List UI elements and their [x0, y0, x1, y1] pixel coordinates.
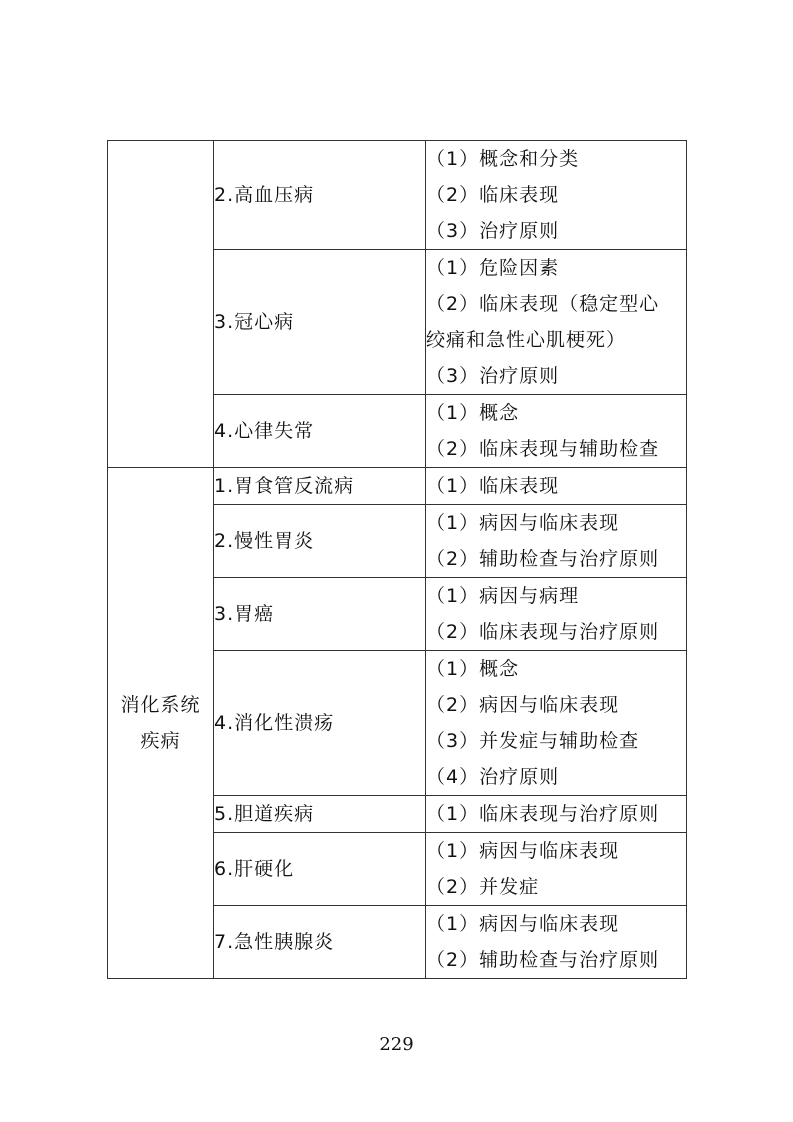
key-point-line: （2）临床表现与辅助检查: [426, 438, 660, 460]
key-points-cell: [426, 906, 687, 979]
syllabus-table-body: [108, 141, 687, 979]
key-point-line: （1）病因与临床表现: [426, 913, 620, 935]
disease-cell: 7.急性胰腺炎: [214, 906, 426, 979]
key-point-line: （2）并发症: [426, 876, 540, 898]
key-points-cell: [426, 250, 687, 395]
disease-cell: 5.胆道疾病: [214, 796, 426, 833]
disease-cell: 3.冠心病: [214, 250, 426, 395]
disease-cell: 2.高血压病: [214, 141, 426, 250]
key-point-line: （2）病因与临床表现: [426, 694, 620, 716]
key-point-line: （1）危险因素: [426, 257, 560, 279]
key-points-cell: [426, 833, 687, 906]
system-cell: [108, 141, 214, 468]
table-row: [108, 141, 687, 250]
key-point-line: （2）辅助检查与治疗原则: [426, 548, 660, 570]
key-point-line: （1）临床表现与治疗原则: [426, 803, 660, 825]
page-number: 229: [379, 1034, 414, 1055]
key-point-line: （2）临床表现与治疗原则: [426, 621, 660, 643]
key-point-line: （1）病因与病理: [426, 585, 580, 607]
key-point-line: （1）病因与临床表现: [426, 512, 620, 534]
key-points-cell: [426, 468, 687, 505]
key-points-cell: [426, 796, 687, 833]
key-point-line: （1）病因与临床表现: [426, 840, 620, 862]
key-point-line: （3）并发症与辅助检查: [426, 730, 640, 752]
disease-cell: 6.肝硬化: [214, 833, 426, 906]
key-points-cell: [426, 141, 687, 250]
key-point-line: （1）概念: [426, 658, 520, 680]
disease-cell: 1.胃食管反流病: [214, 468, 426, 505]
key-point-line: （1）临床表现: [426, 475, 560, 497]
key-point-line: （2）临床表现（稳定型心: [426, 293, 660, 315]
key-points-cell: [426, 578, 687, 651]
key-point-line: （4）治疗原则: [426, 766, 560, 788]
table-row: [108, 468, 687, 505]
key-points-cell: [426, 651, 687, 796]
key-point-line: （1）概念: [426, 402, 520, 424]
key-point-line: （1）概念和分类: [426, 148, 580, 170]
key-point-line: （2）辅助检查与治疗原则: [426, 949, 660, 971]
disease-cell: 4.消化性溃疡: [214, 651, 426, 796]
key-point-line: （3）治疗原则: [426, 220, 560, 242]
system-cell: 消化系统 疾病: [108, 468, 214, 979]
disease-cell: 4.心律失常: [214, 395, 426, 468]
disease-cell: 3.胃癌: [214, 578, 426, 651]
key-point-line: 绞痛和急性心肌梗死）: [426, 329, 627, 351]
key-point-line: （3）治疗原则: [426, 365, 560, 387]
syllabus-table: [107, 140, 687, 979]
key-points-cell: [426, 395, 687, 468]
key-point-line: （2）临床表现: [426, 184, 560, 206]
disease-cell: 2.慢性胃炎: [214, 505, 426, 578]
key-points-cell: [426, 505, 687, 578]
